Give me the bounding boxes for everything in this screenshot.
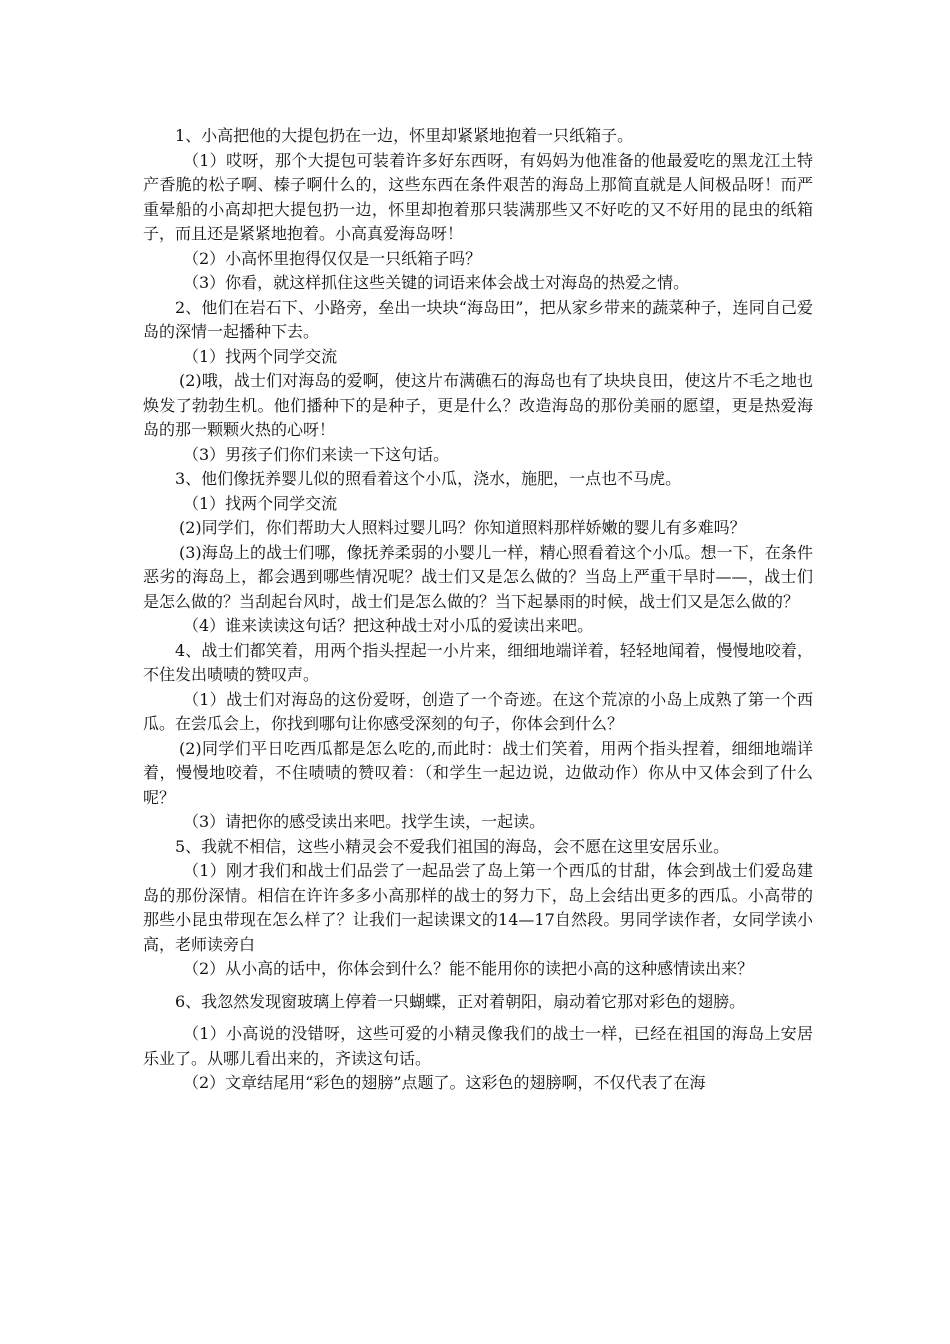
section-5-point-2: （2）从小高的话中，你体会到什么？能不能用你的读把小高的这种感情读出来？ bbox=[183, 959, 754, 978]
section-5-heading: 5、我就不相信，这些小精灵会不爱我们祖国的海岛，会不愿在这里安居乐业。 bbox=[175, 836, 730, 856]
section-1-heading: 1、小高把他的大提包扔在一边，怀里却紧紧地抱着一只纸箱子。 bbox=[175, 126, 634, 145]
section-3-point-3: (3)海岛上的战士们哪，像抚养柔弱的小婴儿一样，精心照看着这个小瓜。想一下，在条件恶劣的海岛上，都会遇到哪些情况呢？战士们又是怎么做的？当岛上严重干旱时——，战士们是怎么做的？当刮起台风时，战士们是怎么做的？当下起暴雨的时候，战士们又是怎么做的？ bbox=[143, 542, 813, 611]
section-4-heading: 4、战士们都笑着，用两个指头捏起一小片来，细细地端详着，轻轻地闻着，慢慢地咬着，不住发出啧啧的赞叹声。 bbox=[143, 640, 813, 684]
section-1-point-2: （2）小高怀里抱得仅仅是一只纸箱子吗？ bbox=[183, 248, 482, 268]
section-3-point-1: （1）找两个同学交流 bbox=[183, 493, 338, 513]
section-2-heading: 2、他们在岩石下、小路旁，垒出一块块“海岛田”，把从家乡带来的蔬菜种子，连同自己爱岛的深情一起播种下去。 bbox=[143, 297, 813, 341]
section-1-point-1: （1）哎呀，那个大提包可装着许多好东西呀，有妈妈为他准备的他最爱吃的黑龙江土特产香脆的松子啊、榛子啊什么的，这些东西在条件艰苦的海岛上那简直就是人间极品呀！而严重晕船的小高却把大提包扔一边，怀里却抱着那只装满那些又不好吃的又不好用的昆虫的纸箱子，而且还是紧紧地抱着。小高真爱海岛呀！ bbox=[143, 150, 813, 243]
document-body bbox=[143, 124, 813, 1096]
section-4-point-3: （3）请把你的感受读出来吧。找学生读，一起读。 bbox=[183, 812, 546, 831]
section-2-point-2: (2)哦，战士们对海岛的爱啊，使这片布满礁石的海岛也有了块块良田，使这片不毛之地也焕发了勃勃生机。他们播种下的是种子，更是什么？改造海岛的那份美丽的愿望，更是热爱海岛的那一颗颗火热的心呀！ bbox=[143, 371, 813, 439]
section-2-point-1: （1）找两个同学交流 bbox=[183, 346, 338, 366]
section-6-point-2: （2）文章结尾用“彩色的翅膀”点题了。这彩色的翅膀啊，不仅代表了在海 bbox=[183, 1073, 706, 1092]
section-4-point-2: (2)同学们平日吃西瓜都是怎么吃的,而此时：战士们笑着，用两个指头捏着，细细地端详着，慢慢地咬着，不住啧啧的赞叹着：（和学生一起边说，边做动作）你从中又体会到了什么呢？ bbox=[143, 738, 813, 807]
section-2-point-3: （3）男孩子们你们来读一下这句话。 bbox=[183, 444, 450, 464]
section-3-point-2: (2)同学们，你们帮助大人照料过婴儿吗？你知道照料那样娇嫩的婴儿有多难吗？ bbox=[179, 518, 746, 537]
section-5-point-1: （1）刚才我们和战士们品尝了一起品尝了岛上第一个西瓜的甘甜，体会到战士们爱岛建岛的那份深情。相信在许许多多小高那样的战士的努力下，岛上会结出更多的西瓜。小高带的那些小昆虫带现在怎么样了？让我们一起读课文的14—17自然段。男同学读作者，女同学读小高，老师读旁白 bbox=[143, 861, 813, 954]
section-1-point-3: （3）你看，就这样抓住这些关键的词语来体会战士对海岛的热爱之情。 bbox=[183, 273, 690, 292]
section-6-point-1: （1）小高说的没错呀，这些可爱的小精灵像我们的战士一样，已经在祖国的海岛上安居乐业了。从哪儿看出来的，齐读这句话。 bbox=[143, 1024, 813, 1068]
section-4-point-1: （1）战士们对海岛的这份爱呀，创造了一个奇迹。在这个荒凉的小岛上成熟了第一个西瓜。在尝瓜会上，你找到哪句让你感受深刻的句子，你体会到什么？ bbox=[143, 689, 813, 733]
section-6-heading: 6、我忽然发现窗玻璃上停着一只蝴蝶，正对着朝阳，扇动着它那对彩色的翅膀。 bbox=[175, 991, 746, 1011]
section-3-point-4: （4）谁来读读这句话？把这种战士对小瓜的爱读出来吧。 bbox=[183, 616, 594, 635]
section-3-heading: 3、他们像抚养婴儿似的照看着这个小瓜，浇水，施肥，一点也不马虎。 bbox=[175, 469, 682, 488]
